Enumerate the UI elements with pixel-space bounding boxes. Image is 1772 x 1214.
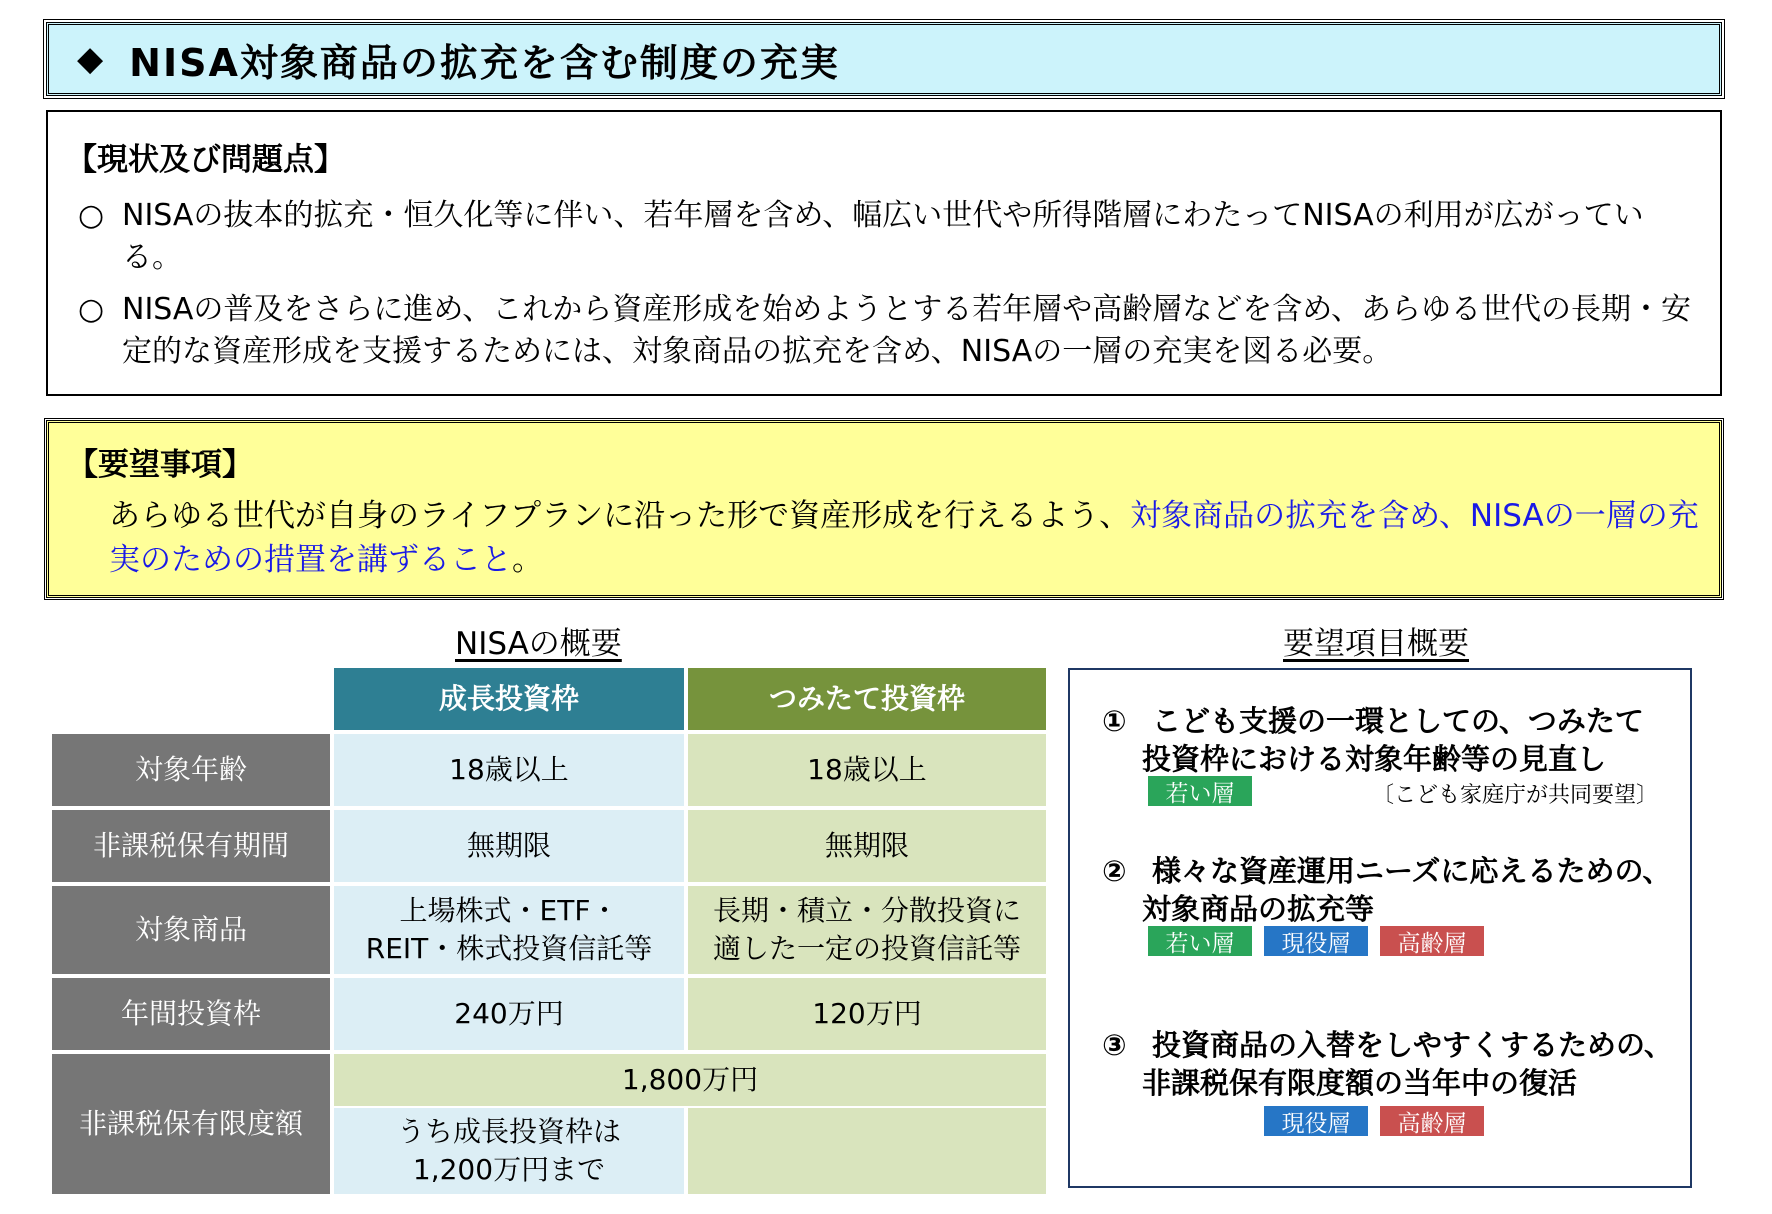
tag-young: 若い層	[1148, 776, 1252, 806]
status-heading: 【現状及び問題点】	[66, 142, 345, 178]
circle-bullet-icon: ○	[78, 198, 105, 233]
tag-senior: 高齢層	[1380, 1106, 1484, 1136]
request-text-end: 。	[512, 542, 543, 578]
growth-cell-products: 上場株式・ETF・REIT・株式投資信託等	[334, 886, 684, 974]
title-bar	[46, 22, 1722, 96]
item-line: 対象商品の拡充等	[1142, 892, 1375, 926]
row-header-period: 非課税保有期間	[52, 810, 330, 882]
item-line: 非課税保有限度額の当年中の復活	[1142, 1066, 1578, 1100]
current-status-box	[46, 110, 1722, 396]
item-line: 投資商品の入替をしやすくするための、	[1152, 1028, 1673, 1062]
tag-working: 現役層	[1264, 1106, 1368, 1136]
request-outline-box	[1068, 668, 1692, 1188]
tag-working: 現役層	[1264, 926, 1368, 956]
circle-bullet-icon: ○	[78, 292, 105, 327]
tsumitate-cell-products: 長期・積立・分散投資に適した一定の投資信託等	[688, 886, 1046, 974]
outline-item	[1102, 1026, 1673, 1102]
growth-cell-age: 18歳以上	[334, 734, 684, 806]
row-header-products: 対象商品	[52, 886, 330, 974]
status-bullet	[66, 195, 1700, 279]
request-text-main: あらゆる世代が自身のライフプランに沿った形で資産形成を行えるよう、	[109, 498, 1131, 534]
request-outline-heading: 要望項目概要	[1283, 626, 1469, 662]
limit-growth-cell: うち成長投資枠は1,200万円まで	[334, 1108, 684, 1194]
tsumitate-cell-period: 無期限	[688, 810, 1046, 882]
joint-request-note: 〔こども家庭庁が共同要望〕	[1372, 783, 1659, 808]
growth-cell-annual: 240万円	[334, 978, 684, 1050]
request-heading: 【要望事項】	[67, 447, 253, 483]
item-number: ②	[1102, 854, 1127, 888]
tag-young: 若い層	[1148, 926, 1252, 956]
row-header-limit: 非課税保有限度額	[52, 1054, 330, 1194]
item-line: 投資枠における対象年齢等の見直し	[1142, 742, 1607, 776]
request-text-highlight: 対象商品の拡充を含め、NISAの一層の充実のための措置を講ずること	[109, 498, 1699, 578]
row-header-age: 対象年齢	[52, 734, 330, 806]
outline-item	[1102, 702, 1644, 778]
row-header-annual: 年間投資枠	[52, 978, 330, 1050]
limit-tsumitate-cell	[688, 1108, 1046, 1194]
outline-item	[1102, 852, 1671, 928]
status-bullet	[66, 289, 1700, 373]
item-number: ③	[1102, 1028, 1127, 1062]
diamond-icon: ◆	[77, 39, 104, 79]
status-bullet-text: NISAの抜本的拡充・恒久化等に伴い、若年層を含め、幅広い世代や所得階層にわたってNISAの利用が広がっている。	[122, 198, 1644, 275]
item-number: ①	[1102, 704, 1127, 738]
request-text	[67, 494, 1699, 582]
item-line: 様々な資産運用ニーズに応えるための、	[1152, 854, 1672, 888]
page-title: NISA対象商品の拡充を含む制度の充実	[129, 40, 840, 85]
tsumitate-cell-age: 18歳以上	[688, 734, 1046, 806]
nisa-overview-heading: NISAの概要	[455, 626, 622, 662]
tag-senior: 高齢層	[1380, 926, 1484, 956]
tsumitate-cell-annual: 120万円	[688, 978, 1046, 1050]
growth-cell-period: 無期限	[334, 810, 684, 882]
column-header-growth: 成長投資枠	[334, 668, 684, 730]
status-bullet-text: NISAの普及をさらに進め、これから資産形成を始めようとする若年層や高齢層などを含め、あらゆる世代の長期・安定的な資産形成を支援するためには、対象商品の拡充を含め、NISAの一層の充実を図る必要。	[122, 292, 1692, 369]
request-box	[46, 420, 1722, 598]
item-line: こども支援の一環としての、つみたて	[1152, 704, 1644, 738]
column-header-tsumitate: つみたて投資枠	[688, 668, 1046, 730]
limit-total-cell: 1,800万円	[334, 1054, 1046, 1106]
